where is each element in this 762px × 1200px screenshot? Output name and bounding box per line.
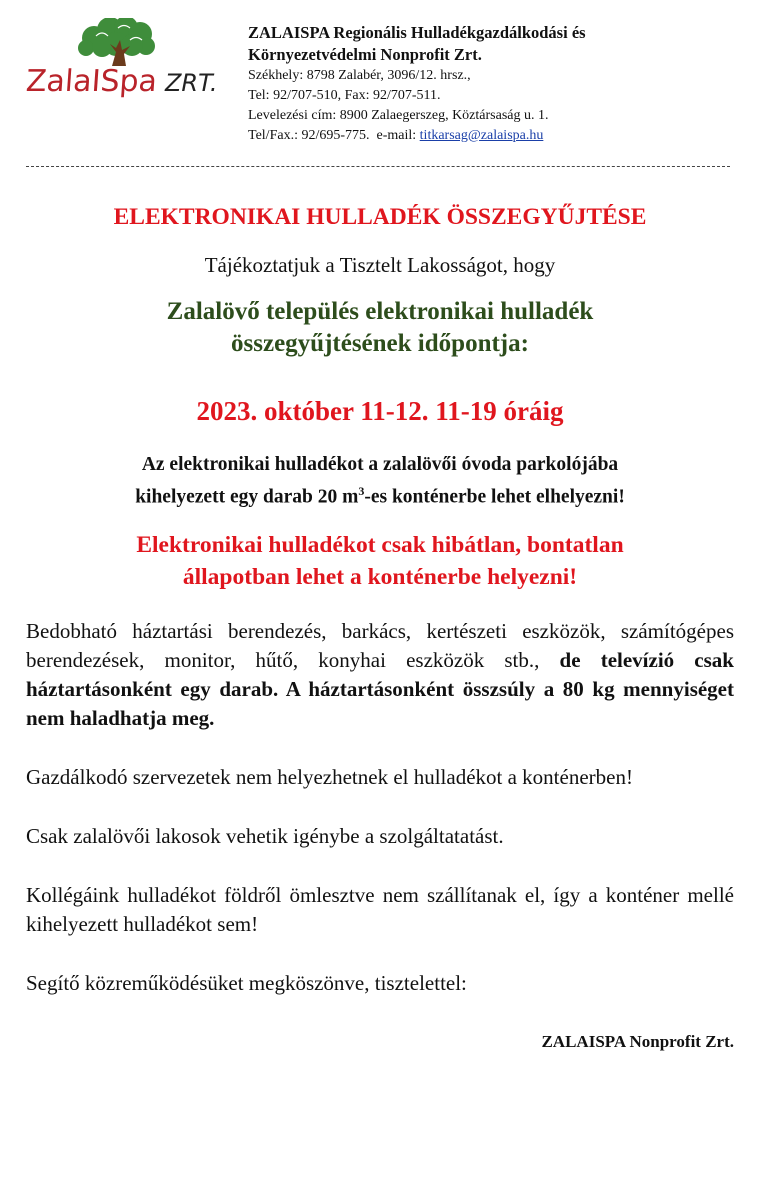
accepted-items: Bedobható háztartási berendezés, barkács, kertészeti eszközök, számítógépes berendezések, monitor, hűtő, konyhai eszközök stb., <box>26 618 734 672</box>
location-line2: összegyűjtésének időpontja: <box>231 330 529 357</box>
cubic-superscript: 3 <box>358 484 365 498</box>
tv-weight-limit: de televízió csak háztartásonként egy darab. A háztartásonként összsúly a 80 kg mennyiséget nem haladhatja meg. <box>26 647 734 730</box>
place-line1: Az elektronikai hulladékot a zalalövői óvoda parkolójába <box>141 454 619 475</box>
mailing-address: Levelezési cím: 8900 Zalaegerszeg, Köztársaság u. 1. <box>248 108 549 123</box>
tree-icon <box>26 18 222 68</box>
notice-body <box>26 204 734 1052</box>
ground-waste-notice: Kollégáink hulladékot földről ömlesztve nem szállítanak el, így a konténer mellé kihelyezett hulladékot sem! <box>26 882 734 936</box>
container-location <box>26 451 734 511</box>
org-name-line2: Környezetvédelmi Nonprofit Zrt. <box>248 45 482 64</box>
closing-thanks: Segítő közreműködésüket megköszönve, tisztelettel: <box>26 970 467 995</box>
location-heading <box>26 296 734 360</box>
place-line2-start: kihelyezett egy darab 20 m <box>135 486 359 508</box>
business-notice: Gazdálkodó szervezetek nem helyezhetnek el hulladékot a konténerben! <box>26 764 633 789</box>
place-line2-end: -es konténerbe lehet elhelyezni! <box>364 486 625 508</box>
warning-line2: állapotban lehet a konténerbe helyezni! <box>182 563 578 590</box>
notice-title: ELEKTRONIKAI HULLADÉK ÖSSZEGYŰJTÉSE <box>113 204 647 230</box>
accepted-items-paragraph <box>26 617 734 733</box>
residents-notice: Csak zalalövői lakosok vehetik igénybe a szolgáltatatást. <box>26 823 504 848</box>
place-line2 <box>26 478 734 511</box>
logo-brand: ZalaISpa <box>24 64 159 99</box>
warning-line1: Elektronikai hulladékot csak hibátlan, bontatlan <box>136 531 624 558</box>
signature: ZALAISPA Nonprofit Zrt. <box>541 1031 734 1051</box>
seat-address: Székhely: 8798 Zalabér, 3096/12. hrsz., <box>248 68 471 83</box>
company-logo <box>26 18 222 102</box>
location-line1: Zalalövő település elektronikai hulladék <box>166 298 594 325</box>
condition-warning <box>26 529 734 593</box>
letterhead <box>248 22 748 146</box>
email-label: e-mail: <box>376 128 417 143</box>
org-name-line1: ZALAISPA Regionális Hulladékgazdálkodási és <box>248 23 586 42</box>
telfax: Tel/Fax.: 92/695-775. <box>248 128 370 143</box>
phone-fax: Tel: 92/707-510, Fax: 92/707-511. <box>248 88 441 103</box>
logo-suffix: ZRT. <box>164 69 218 97</box>
collection-date: 2023. október 11-12. 11-19 óráig <box>196 396 564 426</box>
intro-text: Tájékoztatjuk a Tisztelt Lakosságot, hogy <box>204 253 556 277</box>
header-divider <box>26 166 730 167</box>
email-link[interactable]: titkarsag@zalaispa.hu <box>419 128 544 143</box>
contact-line <box>248 126 748 146</box>
logo-wordmark <box>26 64 222 99</box>
